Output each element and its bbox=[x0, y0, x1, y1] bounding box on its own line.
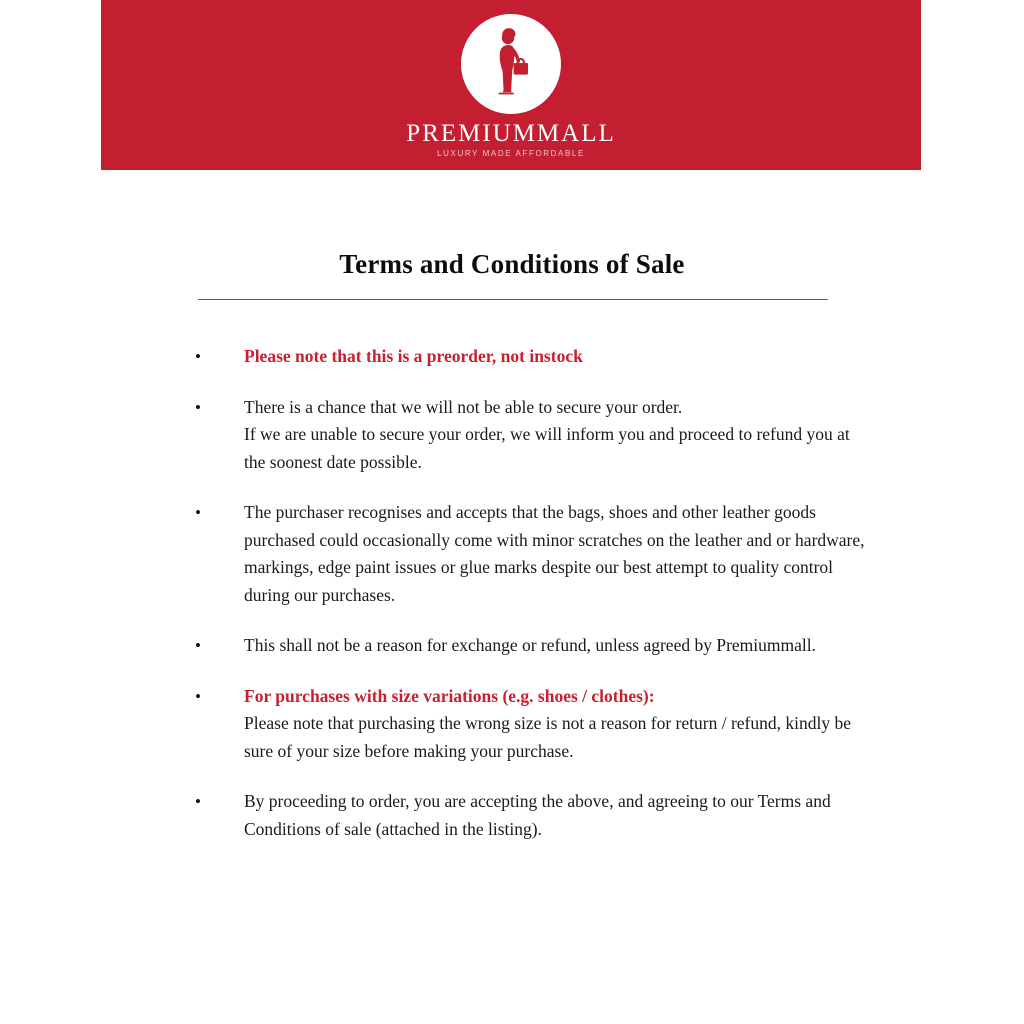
list-item bbox=[190, 394, 870, 477]
list-item-text bbox=[244, 632, 870, 660]
list-item-text bbox=[244, 394, 870, 477]
brand-logo bbox=[406, 14, 616, 158]
list-item-line: This shall not be a reason for exchange or refund, unless agreed by Premiummall. bbox=[244, 635, 816, 655]
list-item-line: By proceeding to order, you are accepting the above, and agreeing to our Terms and Conditions of sale (attached in the listing). bbox=[244, 791, 831, 839]
bullet-marker: • bbox=[195, 397, 201, 417]
page-title: Terms and Conditions of Sale bbox=[339, 249, 685, 279]
list-item-line: There is a chance that we will not be able to secure your order. bbox=[244, 396, 683, 417]
bullet-marker: • bbox=[195, 792, 201, 811]
list-item-text bbox=[244, 343, 870, 371]
brand-name: PREMIUMMALL bbox=[406, 120, 616, 147]
brand-banner bbox=[101, 0, 921, 170]
bullet-marker: • bbox=[195, 686, 201, 706]
list-item-line: The purchaser recognises and accepts that the bags, shoes and other leather goods purchased could occasionally come with minor scratches on the leather and or hardware, markings, edge paint issues or glue marks despite our best attempt to quality control during our purchases. bbox=[244, 502, 865, 605]
list-item-line: If we are unable to secure your order, we will inform you and proceed to refund you at the soonest date possible. bbox=[244, 424, 850, 472]
list-item-line: Please note that this is a preorder, not instock bbox=[244, 346, 583, 366]
title-divider bbox=[198, 299, 828, 300]
list-item-text bbox=[244, 683, 870, 766]
list-item-text bbox=[244, 499, 870, 609]
list-item bbox=[190, 683, 870, 766]
list-item-heading: For purchases with size variations (e.g. shoes / clothes): bbox=[244, 685, 655, 706]
woman-with-handbag-icon bbox=[461, 14, 561, 114]
bullet-marker: • bbox=[195, 636, 201, 655]
brand-tagline: LUXURY MADE AFFORDABLE bbox=[437, 149, 585, 158]
list-item bbox=[190, 632, 870, 660]
bullet-marker: • bbox=[195, 347, 201, 366]
list-item-text bbox=[244, 788, 870, 843]
list-item bbox=[190, 499, 870, 609]
list-item bbox=[190, 343, 870, 371]
list-item-line: Please note that purchasing the wrong size is not a reason for return / refund, kindly be sure of your size before making your purchase. bbox=[244, 713, 851, 761]
list-item bbox=[190, 788, 870, 843]
terms-list bbox=[190, 343, 870, 843]
bullet-marker: • bbox=[195, 503, 201, 522]
